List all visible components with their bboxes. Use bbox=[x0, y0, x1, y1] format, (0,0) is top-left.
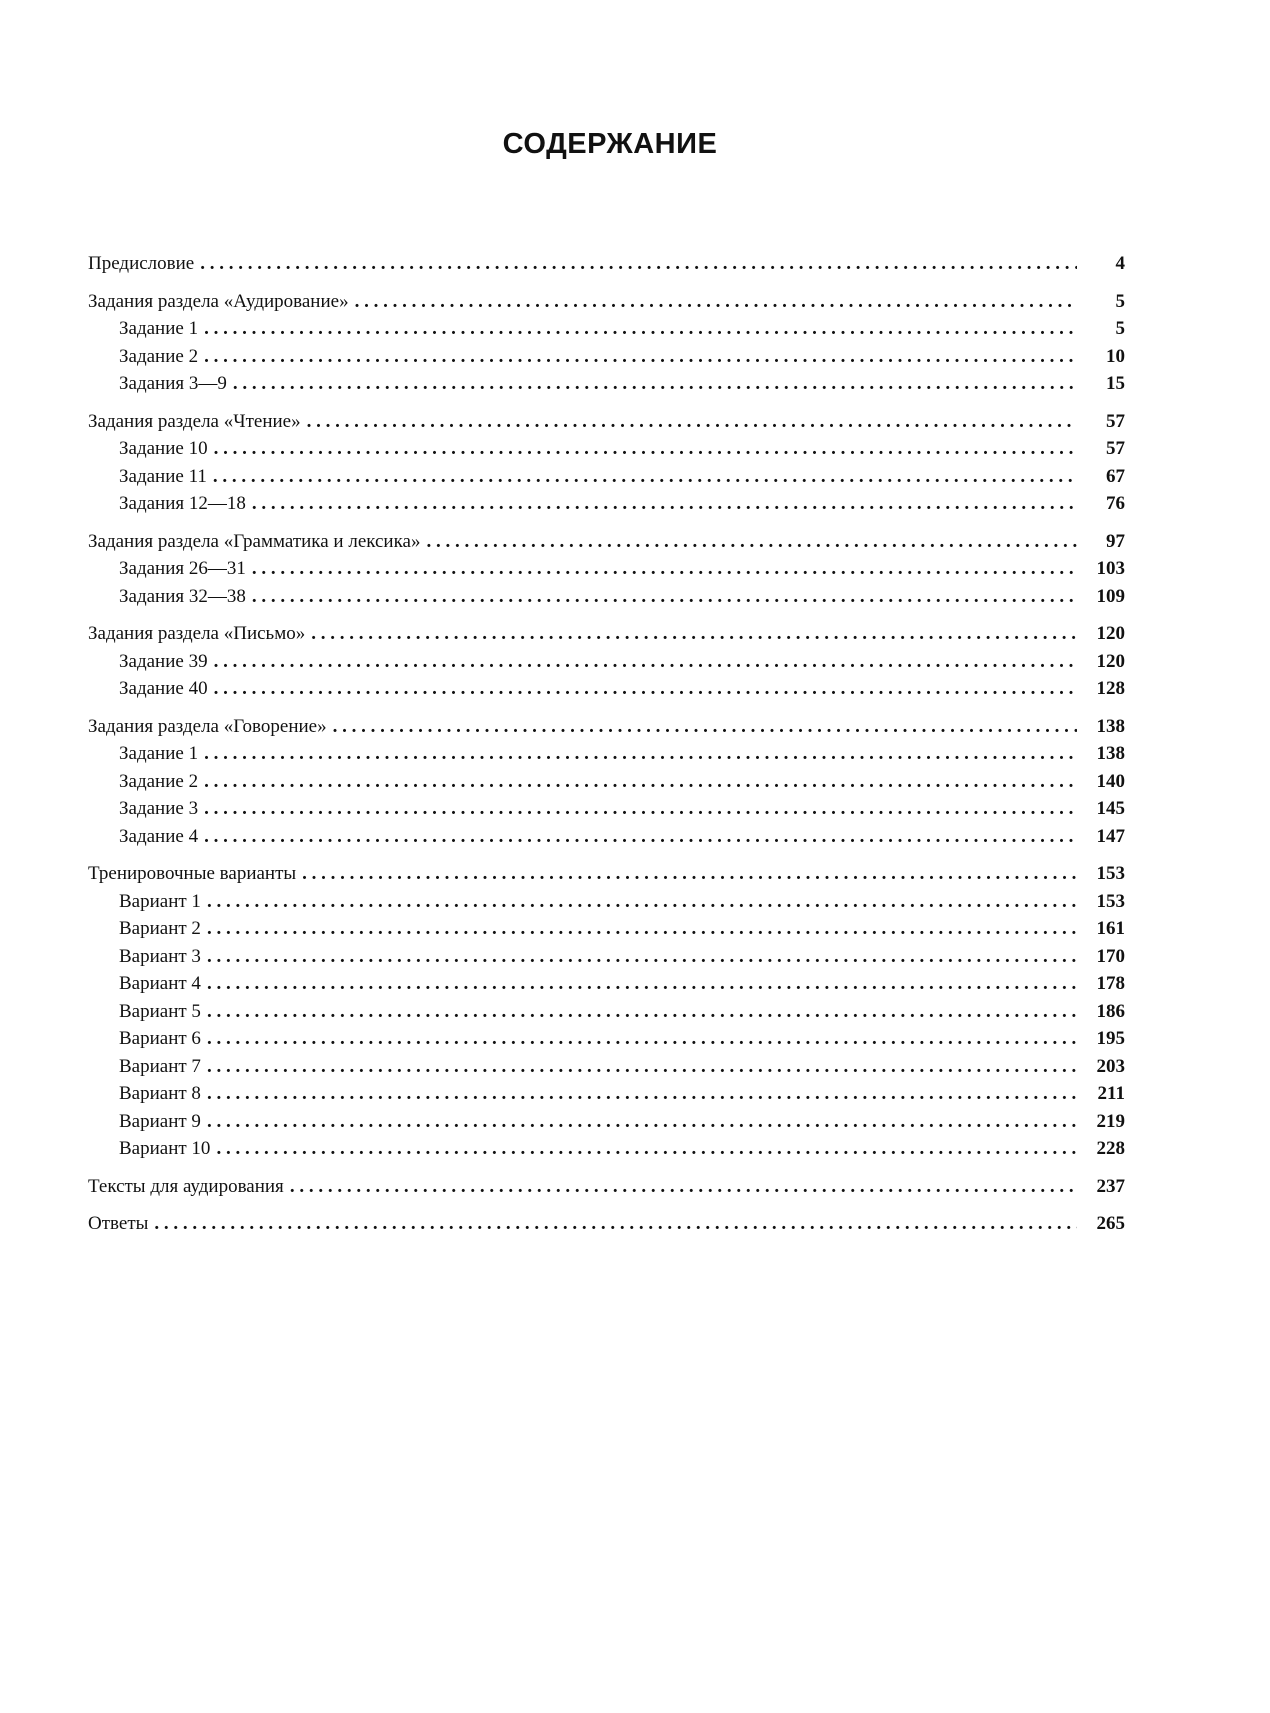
dot-leader bbox=[214, 435, 1077, 463]
dot-leader bbox=[204, 740, 1077, 768]
toc-page-number: 195 bbox=[1096, 1028, 1125, 1049]
toc-entry-label: Задание 1 bbox=[119, 743, 199, 764]
toc-entry-label: Задание 2 bbox=[119, 345, 199, 367]
toc-entry-label: Задание 3 bbox=[119, 798, 199, 819]
dot-leader bbox=[213, 463, 1077, 491]
dot-leader bbox=[233, 370, 1077, 398]
dot-leader bbox=[204, 768, 1077, 796]
toc-subentry[interactable] bbox=[88, 1080, 1125, 1108]
toc-entry-label: Задание 40 bbox=[119, 678, 208, 699]
toc-page-number: 228 bbox=[1096, 1138, 1125, 1159]
toc-page-number: 4 bbox=[1115, 253, 1125, 274]
toc-page-number: 67 bbox=[1106, 465, 1125, 487]
toc-entry-label: Задания 32—38 bbox=[119, 585, 246, 607]
toc-entry-label: Ответы bbox=[88, 1213, 149, 1234]
toc-entry-label: Задание 1 bbox=[119, 318, 199, 339]
toc-page-number: 109 bbox=[1096, 585, 1125, 607]
dot-leader bbox=[214, 648, 1077, 676]
dot-leader bbox=[252, 555, 1077, 583]
toc-section bbox=[88, 250, 1125, 278]
toc-page-number: 57 bbox=[1106, 438, 1125, 459]
toc-subentry[interactable] bbox=[88, 998, 1125, 1026]
toc-page-number: 138 bbox=[1096, 715, 1125, 737]
dot-leader bbox=[204, 343, 1077, 371]
toc-entry[interactable] bbox=[88, 408, 1125, 436]
toc-subentry[interactable] bbox=[88, 1025, 1125, 1053]
toc-page-number: 76 bbox=[1106, 493, 1125, 514]
toc-entry-label: Вариант 6 bbox=[119, 1028, 201, 1049]
dot-leader bbox=[426, 528, 1077, 556]
toc-page-number: 138 bbox=[1096, 743, 1125, 764]
dot-leader bbox=[311, 620, 1077, 648]
toc-entry-label: Задания 26—31 bbox=[119, 558, 246, 579]
dot-leader bbox=[207, 998, 1077, 1026]
toc-entry-label: Вариант 8 bbox=[119, 1083, 201, 1104]
toc-page-number: 203 bbox=[1096, 1055, 1125, 1077]
toc-entry-label: Вариант 7 bbox=[119, 1055, 201, 1077]
dot-leader bbox=[333, 713, 1077, 741]
toc-entry-label: Тексты для аудирования bbox=[88, 1175, 284, 1197]
toc-page-number: 170 bbox=[1096, 945, 1125, 967]
page-title: СОДЕРЖАНИЕ bbox=[502, 128, 718, 160]
toc-page-number: 186 bbox=[1096, 1000, 1125, 1022]
dot-leader bbox=[207, 943, 1077, 971]
dot-leader bbox=[207, 915, 1077, 943]
toc-entry-label: Задания 12—18 bbox=[119, 493, 246, 514]
toc-entry[interactable] bbox=[88, 620, 1125, 648]
toc-page-number: 120 bbox=[1096, 623, 1125, 644]
toc-entry-label: Вариант 4 bbox=[119, 973, 201, 994]
toc-page-number: 147 bbox=[1096, 825, 1125, 847]
dot-leader bbox=[207, 970, 1077, 998]
toc-subentry[interactable] bbox=[88, 795, 1125, 823]
toc-entry-label: Задание 2 bbox=[119, 770, 199, 792]
toc-entry-label: Задание 11 bbox=[119, 465, 207, 487]
toc-entry-label: Вариант 2 bbox=[119, 918, 201, 939]
table-of-contents bbox=[88, 250, 1125, 1248]
toc-page-number: 128 bbox=[1096, 678, 1125, 699]
dot-leader bbox=[302, 860, 1077, 888]
toc-subentry[interactable] bbox=[88, 435, 1125, 463]
dot-leader bbox=[252, 583, 1077, 611]
toc-section bbox=[88, 860, 1125, 1163]
toc-page-number: 265 bbox=[1096, 1213, 1125, 1234]
toc-entry-label: Задания 3—9 bbox=[119, 373, 227, 394]
toc-subentry[interactable] bbox=[88, 648, 1125, 676]
toc-entry[interactable] bbox=[88, 713, 1125, 741]
toc-page-number: 140 bbox=[1096, 770, 1125, 792]
toc-page-number: 57 bbox=[1106, 410, 1125, 432]
toc-subentry[interactable] bbox=[88, 583, 1125, 611]
toc-entry-label: Вариант 3 bbox=[119, 945, 201, 967]
dot-leader bbox=[207, 1053, 1077, 1081]
dot-leader bbox=[200, 250, 1077, 278]
toc-subentry[interactable] bbox=[88, 888, 1125, 916]
toc-entry-label: Предисловие bbox=[88, 253, 195, 274]
toc-page-number: 211 bbox=[1097, 1083, 1125, 1104]
dot-leader bbox=[207, 1080, 1077, 1108]
toc-entry-label: Задания раздела «Грамматика и лексика» bbox=[88, 530, 421, 552]
dot-leader bbox=[207, 1108, 1077, 1136]
toc-section bbox=[88, 620, 1125, 703]
toc-entry-label: Задания раздела «Письмо» bbox=[88, 623, 306, 644]
toc-subentry[interactable] bbox=[88, 943, 1125, 971]
toc-page-number: 10 bbox=[1106, 345, 1125, 367]
toc-page-number: 161 bbox=[1096, 918, 1125, 939]
toc-subentry[interactable] bbox=[88, 1053, 1125, 1081]
toc-entry[interactable] bbox=[88, 1173, 1125, 1201]
toc-section bbox=[88, 1210, 1125, 1238]
toc-subentry[interactable] bbox=[88, 768, 1125, 796]
toc-subentry[interactable] bbox=[88, 740, 1125, 768]
toc-page-number: 5 bbox=[1115, 290, 1125, 312]
toc-section bbox=[88, 408, 1125, 518]
toc-subentry[interactable] bbox=[88, 463, 1125, 491]
toc-subentry[interactable] bbox=[88, 315, 1125, 343]
dot-leader bbox=[204, 795, 1077, 823]
toc-page-number: 145 bbox=[1096, 798, 1125, 819]
toc-section bbox=[88, 713, 1125, 851]
toc-page-number: 237 bbox=[1096, 1175, 1125, 1197]
dot-leader bbox=[290, 1173, 1077, 1201]
toc-page-number: 120 bbox=[1096, 650, 1125, 672]
dot-leader bbox=[207, 888, 1077, 916]
toc-subentry[interactable] bbox=[88, 675, 1125, 703]
toc-subentry[interactable] bbox=[88, 1108, 1125, 1136]
toc-page-number: 219 bbox=[1096, 1110, 1125, 1132]
toc-entry-label: Задание 10 bbox=[119, 438, 208, 459]
toc-entry[interactable] bbox=[88, 1210, 1125, 1238]
toc-subentry[interactable] bbox=[88, 823, 1125, 851]
dot-leader bbox=[216, 1135, 1077, 1163]
toc-entry-label: Задания раздела «Чтение» bbox=[88, 410, 301, 432]
toc-entry-label: Тренировочные варианты bbox=[88, 863, 297, 884]
toc-subentry[interactable] bbox=[88, 1135, 1125, 1163]
toc-entry-label: Задание 39 bbox=[119, 650, 208, 672]
toc-entry-label: Задания раздела «Аудирование» bbox=[88, 290, 349, 312]
toc-entry-label: Вариант 5 bbox=[119, 1000, 201, 1022]
toc-entry-label: Вариант 10 bbox=[119, 1138, 211, 1159]
toc-page-number: 153 bbox=[1096, 863, 1125, 884]
toc-page-number: 5 bbox=[1115, 318, 1125, 339]
dot-leader bbox=[204, 823, 1077, 851]
toc-entry[interactable] bbox=[88, 528, 1125, 556]
toc-subentry[interactable] bbox=[88, 490, 1125, 518]
toc-entry-label: Задания раздела «Говорение» bbox=[88, 715, 327, 737]
toc-page-number: 97 bbox=[1106, 530, 1125, 552]
toc-page-number: 153 bbox=[1096, 890, 1125, 912]
toc-page-number: 103 bbox=[1096, 558, 1125, 579]
toc-section bbox=[88, 288, 1125, 398]
dot-leader bbox=[204, 315, 1077, 343]
toc-entry-label: Задание 4 bbox=[119, 825, 199, 847]
toc-page-number: 178 bbox=[1096, 973, 1125, 994]
dot-leader bbox=[307, 408, 1077, 436]
toc-entry[interactable] bbox=[88, 250, 1125, 278]
toc-entry[interactable] bbox=[88, 288, 1125, 316]
dot-leader bbox=[355, 288, 1077, 316]
toc-entry-label: Вариант 1 bbox=[119, 890, 201, 912]
toc-subentry[interactable] bbox=[88, 343, 1125, 371]
dot-leader bbox=[214, 675, 1077, 703]
toc-subentry[interactable] bbox=[88, 370, 1125, 398]
toc-entry[interactable] bbox=[88, 860, 1125, 888]
toc-subentry[interactable] bbox=[88, 555, 1125, 583]
toc-subentry[interactable] bbox=[88, 915, 1125, 943]
toc-section bbox=[88, 528, 1125, 611]
toc-entry-label: Вариант 9 bbox=[119, 1110, 201, 1132]
dot-leader bbox=[252, 490, 1077, 518]
toc-subentry[interactable] bbox=[88, 970, 1125, 998]
toc-section bbox=[88, 1173, 1125, 1201]
dot-leader bbox=[207, 1025, 1077, 1053]
dot-leader bbox=[154, 1210, 1077, 1238]
toc-page-number: 15 bbox=[1106, 373, 1125, 394]
